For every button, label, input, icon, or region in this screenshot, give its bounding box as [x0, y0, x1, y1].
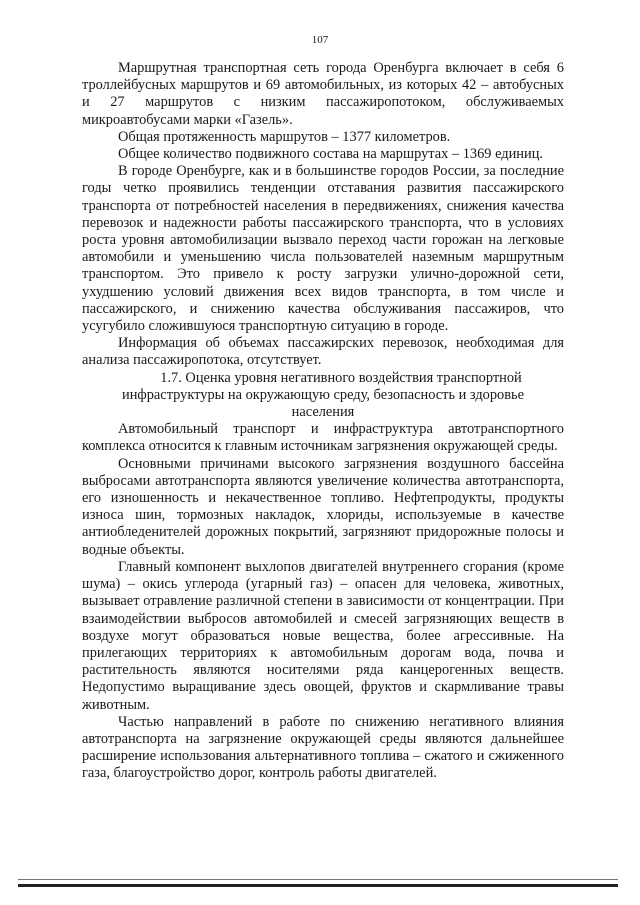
section-heading: 1.7. Оценка уровня негативного воздействия транспортной инфраструктуры на окружающую среду, безопасность и здоровье населения	[122, 369, 524, 421]
paragraph-transport-trends: В городе Оренбурге, как и в большинстве городов России, за последние годы четко проявились тенденции отставания развития пассажирского транспорта от потребностей населения в передвижениях, снижения качества перевозок и надежности работы пассажирского транспорта, что в условиях роста уровня автомобилизации вызвало переход части горожан на легковые автомобили и уменьшению числа пользователей наземным маршрутным транспортом. Это привело к росту загрузки улично-дорожной сети, ухудшению условий движения всех видов транспорта, в том числе и пассажирского, и снижению качества обслуживания пассажиров, что усугубило сложившуюся транспортную ситуацию в городе.	[82, 163, 564, 335]
paragraph-rolling-stock: Общее количество подвижного состава на маршрутах – 1369 единиц.	[118, 146, 544, 163]
paragraph-mitigation: Частью направлений в работе по снижению негативного влияния автотранспорта на загрязнение окружающей среды являются дальнейшее расширение использования альтернативного топлива – сжатого и сжиженного газа, благоустройство дорог, контроль работы двигателей.	[82, 713, 564, 782]
footer-rule	[18, 884, 618, 887]
paragraph-pollution-causes: Основными причинами высокого загрязнения воздушного бассейна выбросами автотранспорта являются увеличение количества автотранспорта, его изношенность и некачественное топливо. Нефтепродукты, продукты износа шин, тормозных накладок, хлориды, используемые в качестве антиобледенителей дорожных покрытий, загрязняют придорожные полосы и водные объекты.	[82, 455, 564, 558]
page-number: 107	[311, 34, 329, 46]
document-body	[82, 60, 564, 783]
paragraph-pollution-source: Автомобильный транспорт и инфраструктура автотранспортного комплекса относится к главным источникам загрязнения окружающей среды.	[82, 421, 564, 455]
footer-rule-thin	[18, 879, 618, 880]
paragraph-exhaust: Главный компонент выхлопов двигателей внутреннего сгорания (кроме шума) – окись углерода (угарный газ) – опасен для человека, животных, вызывает отравление различной степени в зависимости от концентрации. При взаимодействии выбросов автомобилей и смесей загрязняющих веществ в воздухе могут образоваться новые вещества, более агрессивные. На прилегающих территориях к автомобильным дорогам вода, почва и растительность являются носителями ряда канцерогенных веществ. Недопустимо выращивание здесь овощей, фруктов и скармливание травы животным.	[82, 558, 564, 713]
paragraph-route-length: Общая протяженность маршрутов – 1377 километров.	[118, 128, 451, 145]
paragraph-passenger-info: Информация об объемах пассажирских перевозок, необходимая для анализа пассажиропотока, отсутствует.	[82, 335, 564, 369]
paragraph-route-network: Маршрутная транспортная сеть города Оренбурга включает в себя 6 троллейбусных маршрутов и 69 автомобильных, из которых 42 – автобусных и 27 маршрутов с низким пассажиропотоком, обслуживаемых микроавтобусами марки «Газель».	[82, 60, 564, 128]
